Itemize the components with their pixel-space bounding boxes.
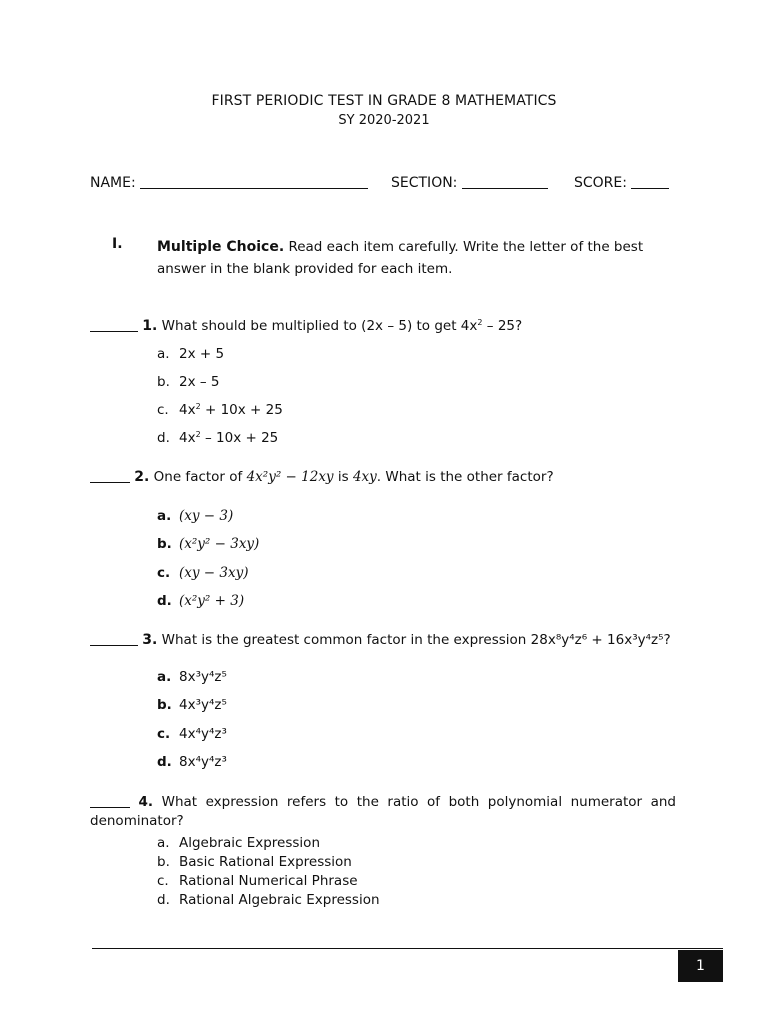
option-4c: c. Rational Numerical Phrase [157,873,358,889]
option-3d: d. 8x⁴y⁴z³ [157,754,227,770]
page-number: 1 [678,950,723,982]
question-stem: What is the greatest common factor in the expression 28x⁸y⁴z⁶ + 16x³y⁴z⁵? [161,632,671,648]
question-4 [90,793,676,831]
test-title: FIRST PERIODIC TEST IN GRADE 8 MATHEMATICS [211,93,557,109]
score-field[interactable] [574,175,669,191]
section-instructions [157,236,657,280]
option-1a: a. 2x + 5 [157,346,225,362]
question-1 [90,318,522,334]
question-number: 3. [142,632,158,648]
question-number: 1. [142,318,158,334]
section-blank[interactable] [462,176,548,189]
score-label: SCORE: [574,175,627,191]
question-3 [90,632,671,648]
question-stem: What should be multiplied to (2x – 5) to get $4x^2 - 25$? [161,318,523,334]
option-3a: a. 8x³y⁴z⁵ [157,669,227,685]
school-year: SY 2020-2021 [338,113,430,128]
question-2 [90,469,554,485]
option-3b: b. 4x³y⁴z⁵ [157,697,227,713]
name-blank[interactable] [140,176,368,189]
option-2b: b. (x²y² − 3xy) [157,536,260,552]
answer-blank-4[interactable] [90,795,130,808]
question-number: 4. [138,794,154,810]
footer-rule [92,948,723,949]
section-label: SECTION: [391,175,458,191]
option-4b: b. Basic Rational Expression [157,854,352,870]
instructions-text: Read each item carefully. Write the letter of the best answer in the blank provided for each item. [157,239,644,277]
option-1b: b. 2x – 5 [157,374,220,390]
section-heading: Multiple Choice. [157,239,285,255]
option-1c: c. $4x^2 + 10x + 25$ [157,402,283,418]
question-number: 2. [134,469,150,485]
option-2d: d. (x²y² + 3) [157,593,245,609]
option-2c: c. (xy − 3xy) [157,565,249,581]
option-1d: d. $4x^2 - 10x + 25$ [157,430,279,446]
option-3c: c. 4x⁴y⁴z³ [157,726,227,742]
question-stem: One factor of 4x²y² − 12xy is 4xy. What is the other factor? [153,469,554,485]
answer-blank-1[interactable] [90,319,138,332]
option-2a: a. (xy − 3) [157,508,234,524]
option-4a: a. Algebraic Expression [157,835,320,851]
answer-blank-3[interactable] [90,633,138,646]
option-4d: d. Rational Algebraic Expression [157,892,380,908]
answer-blank-2[interactable] [90,470,130,483]
question-stem: What expression refers to the ratio of both polynomial numerator and denominator? [90,794,677,829]
section-field[interactable] [391,175,548,191]
name-field[interactable] [90,175,368,191]
name-label: NAME: [90,175,136,191]
score-blank[interactable] [631,176,669,189]
section-number: I. [112,236,123,252]
